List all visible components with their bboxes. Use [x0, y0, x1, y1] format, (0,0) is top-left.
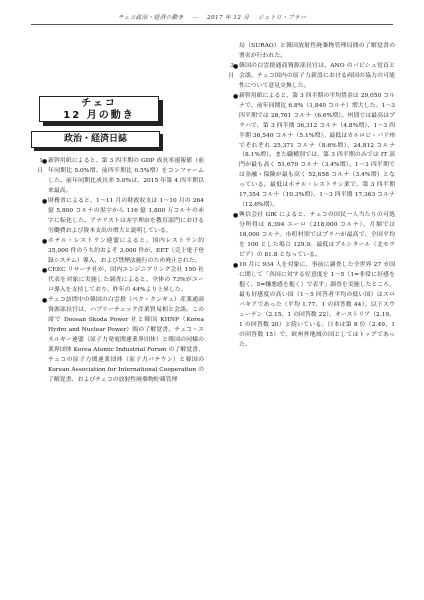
header-date: 2017 年 12 月 — [207, 15, 250, 21]
entry-text: 興信会社 GfK によると、チェコの国民一人当たりの可処分所得は 8,394 ユーロ（218,000 コルナ）、月額では 18,000 コルナ。市町村別ではプラハが最高で、全国平均を 100 とした場合 129.9。最低はプルシタール（北モラビア）の 81.8 となっている。 — [239, 212, 395, 259]
section-title: 政治・経済日誌 — [31, 131, 160, 148]
bullet-icon: ● — [233, 92, 239, 100]
entry-day: 1 日 — [37, 158, 43, 174]
page-header — [0, 13, 424, 21]
entry-text: 新幹用紙によると、第 3 四半期の GDP 成長率速報値（前年同期比 5.0%増、前四半期比 0.5%増）をコンファームした。前年同期比成長率 5.0%は、2015 年第 4 四半期以来最高。 — [48, 158, 204, 194]
diary-entry — [223, 92, 395, 211]
diary-entry — [223, 211, 395, 261]
diary-entry — [32, 266, 204, 296]
entry-text: 新幹用紙によると、第 3 四半期の平均賃金は 29,050 コルナで、前年同期比 6.8%（1,840 コルナ）増大した。1〜3 四半期では 28,761 コルナ（6.6%増）。州別では最高はプラハで、第 3 四半期 36,312 コルナ（4.8%増）、1〜3 四半期 36,540 コルナ（5.1%増）。最低はカルロビ・バリ州でそれぞれ 25,371 コルナ（8.6%増）、24,812 コルナ（8.1%増）。また職種別では、第 3 四半期のみでは IT 部門が最も高く 51,670 コルナ（3.4%増）、1〜3 四半期では金融・保険が最も高く 52,658 コルナ（3.4%増）となっている。最低はホテル・レストラン業で、第 3 四半期 17,354 コルナ（10.3%増）、1〜3 四半期 17,363 コルナ（12.6%増）。 — [239, 92, 395, 209]
left-column — [32, 157, 204, 386]
continued-text: 局（SURAO）と韓国放射性廃棄物管理局間の了解覚書の署名が行われた。 — [239, 43, 395, 59]
entry-text: CEEC リサーチ社が、国内エンジニアリング会社 150 社代表を対象に実施した調査によると、全体の 73%がユーロ導入を支持しており、昨年の 44%より上昇した。 — [48, 267, 204, 294]
header-author: ジェトロ・プラハ — [258, 15, 307, 21]
bullet-icon: ● — [42, 237, 48, 245]
bullet-icon: ● — [42, 197, 48, 205]
entry-text: 財務省によると、1〜11 月の財政収支は 1〜10 月の 264 億 5,800 コルナの黒字から 116 億 1,800 万コルナの赤字に転化した。アナリストは赤字理由を教育部門における労働費および資本支出の増大と説明している。 — [48, 197, 204, 234]
diary-entry — [32, 197, 204, 237]
header-rule — [31, 24, 393, 25]
diary-entry — [223, 62, 395, 92]
bullet-icon: ● — [233, 261, 239, 269]
bullet-icon: ● — [233, 212, 239, 220]
entry-text: チェコ訪問中の韓国の白雲揆（ペク・クンギュ）産業通商資源部長官は、ハブリーチェック産業貿易相と会談。この席で Doosan Skoda Power 社と韓国 KHNP（Korea Hydro and Nuclear Power）間の了解覚書、チェコ・エネルギー連盟（原子力発電関連業界団体）と韓国の同様の業界団体 Korea Atomic Industrial Forum の了解覚書、チェコの原子力関連業団体（原子力パテウン）と韓国の Korean Association for International Cooperation の了解覚書、およびチェコの放射性廃棄物貯蔵管理 — [48, 297, 204, 383]
diary-entry — [223, 261, 395, 351]
diary-entry — [32, 296, 204, 386]
bullet-icon: ● — [42, 267, 48, 275]
bullet-icon: ● — [42, 297, 48, 305]
entry-text: 韓国の白雲揆通商資源部長官は、ANO のバビシュ党首と会談。チェコ国内の原子力新設における両国の協力の可能性について意見交換した。 — [239, 62, 395, 89]
entry-text: 10 月に 934 人を対象に、事前に調査した全世界 27 カ国に関して「各国に対する好意度を 1〜5（1=非常に好感を抱く、5=嫌悪感を抱く）で表す」調査を実施したところ、最も好感度の高い国（1〜5 回答者平均の低い国）はスロバキアであった（平均 1.77、1 の回答数 44）。以下スウェーデン（2.15、1 の回答数 22）、オーストリア（2.19、1 の回答数 20）と続いている。日本は第 8 位（2.49、1 の回答数 15）で、欧州外地域の国としてはトップであった。 — [239, 261, 395, 348]
diary-entry — [32, 237, 204, 267]
entry-text: ホテル・レストラン連盟によると、国内レストラン約 35,000 件のうち約およそ 3,000 件が、EET（売上電子登録システム）導入、および禁煙法施行のため廃止された。 — [48, 237, 204, 264]
bullet-icon: ● — [233, 62, 239, 70]
bullet-icon: ● — [42, 158, 48, 165]
entry-day: 3 日 — [228, 62, 234, 79]
page-title — [39, 96, 159, 122]
title-line1: チェコ — [81, 98, 117, 109]
diary-entry — [32, 157, 204, 197]
header-sep: — — [192, 15, 199, 21]
header-left: チェコ政治・経済の動き — [117, 15, 184, 21]
title-line2: 12 月の動き — [63, 110, 135, 121]
right-column — [223, 42, 395, 351]
